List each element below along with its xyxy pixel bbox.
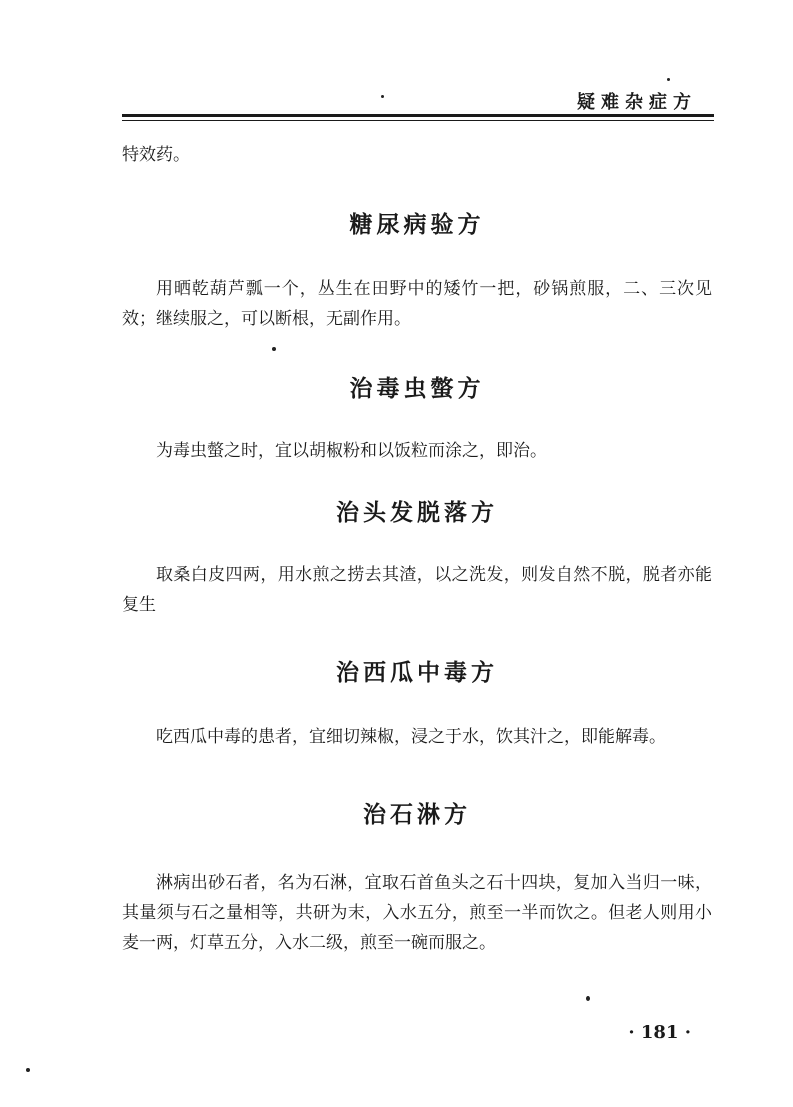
section-title-stone-strangury: 治石淋方 xyxy=(363,801,471,828)
header-rule-thick xyxy=(122,114,714,117)
scan-speck xyxy=(586,996,590,1001)
section-body-hair-loss: 取桑白皮四两，用水煎之捞去其渣，以之洗发，则发自然不脱，脱者亦能复生 xyxy=(122,565,712,615)
continuation-line: 特效药。 xyxy=(122,145,190,165)
page-content xyxy=(122,140,712,958)
scan-speck xyxy=(26,1068,30,1072)
running-header: 疑难杂症方 xyxy=(577,92,697,113)
section-body-stone-strangury: 淋病出砂石者，名为石淋，宜取石首鱼头之石十四块，复加入当归一味，其量须与石之量相等，共研为末，入水五分，煎至一半而饮之。但老人则用小麦一两，灯草五分，入水二级，煎至一碗而服之。 xyxy=(122,873,712,953)
section-body-diabetes: 用晒乾葫芦瓢一个，丛生在田野中的矮竹一把，砂锅煎服，二、三次见效；继续服之，可以断根，无副作用。 xyxy=(122,279,712,329)
section-title-diabetes: 糖尿病验方 xyxy=(349,211,485,238)
section-body-insect-sting: 为毒虫螫之时，宜以胡椒粉和以饭粒而涂之，即治。 xyxy=(156,441,547,461)
scan-speck xyxy=(667,78,670,81)
section-body-watermelon-poisoning: 吃西瓜中毒的患者，宜细切辣椒，浸之于水，饮其汁之，即能解毒。 xyxy=(156,727,666,747)
section-title-watermelon-poisoning: 治西瓜中毒方 xyxy=(336,659,498,686)
scan-speck xyxy=(381,95,384,98)
section-title-hair-loss: 治头发脱落方 xyxy=(336,499,498,526)
header-rule-thin xyxy=(122,120,714,121)
page-number: · 181 · xyxy=(628,1022,691,1043)
scan-speck xyxy=(272,347,276,351)
section-title-insect-sting: 治毒虫螫方 xyxy=(349,375,485,402)
